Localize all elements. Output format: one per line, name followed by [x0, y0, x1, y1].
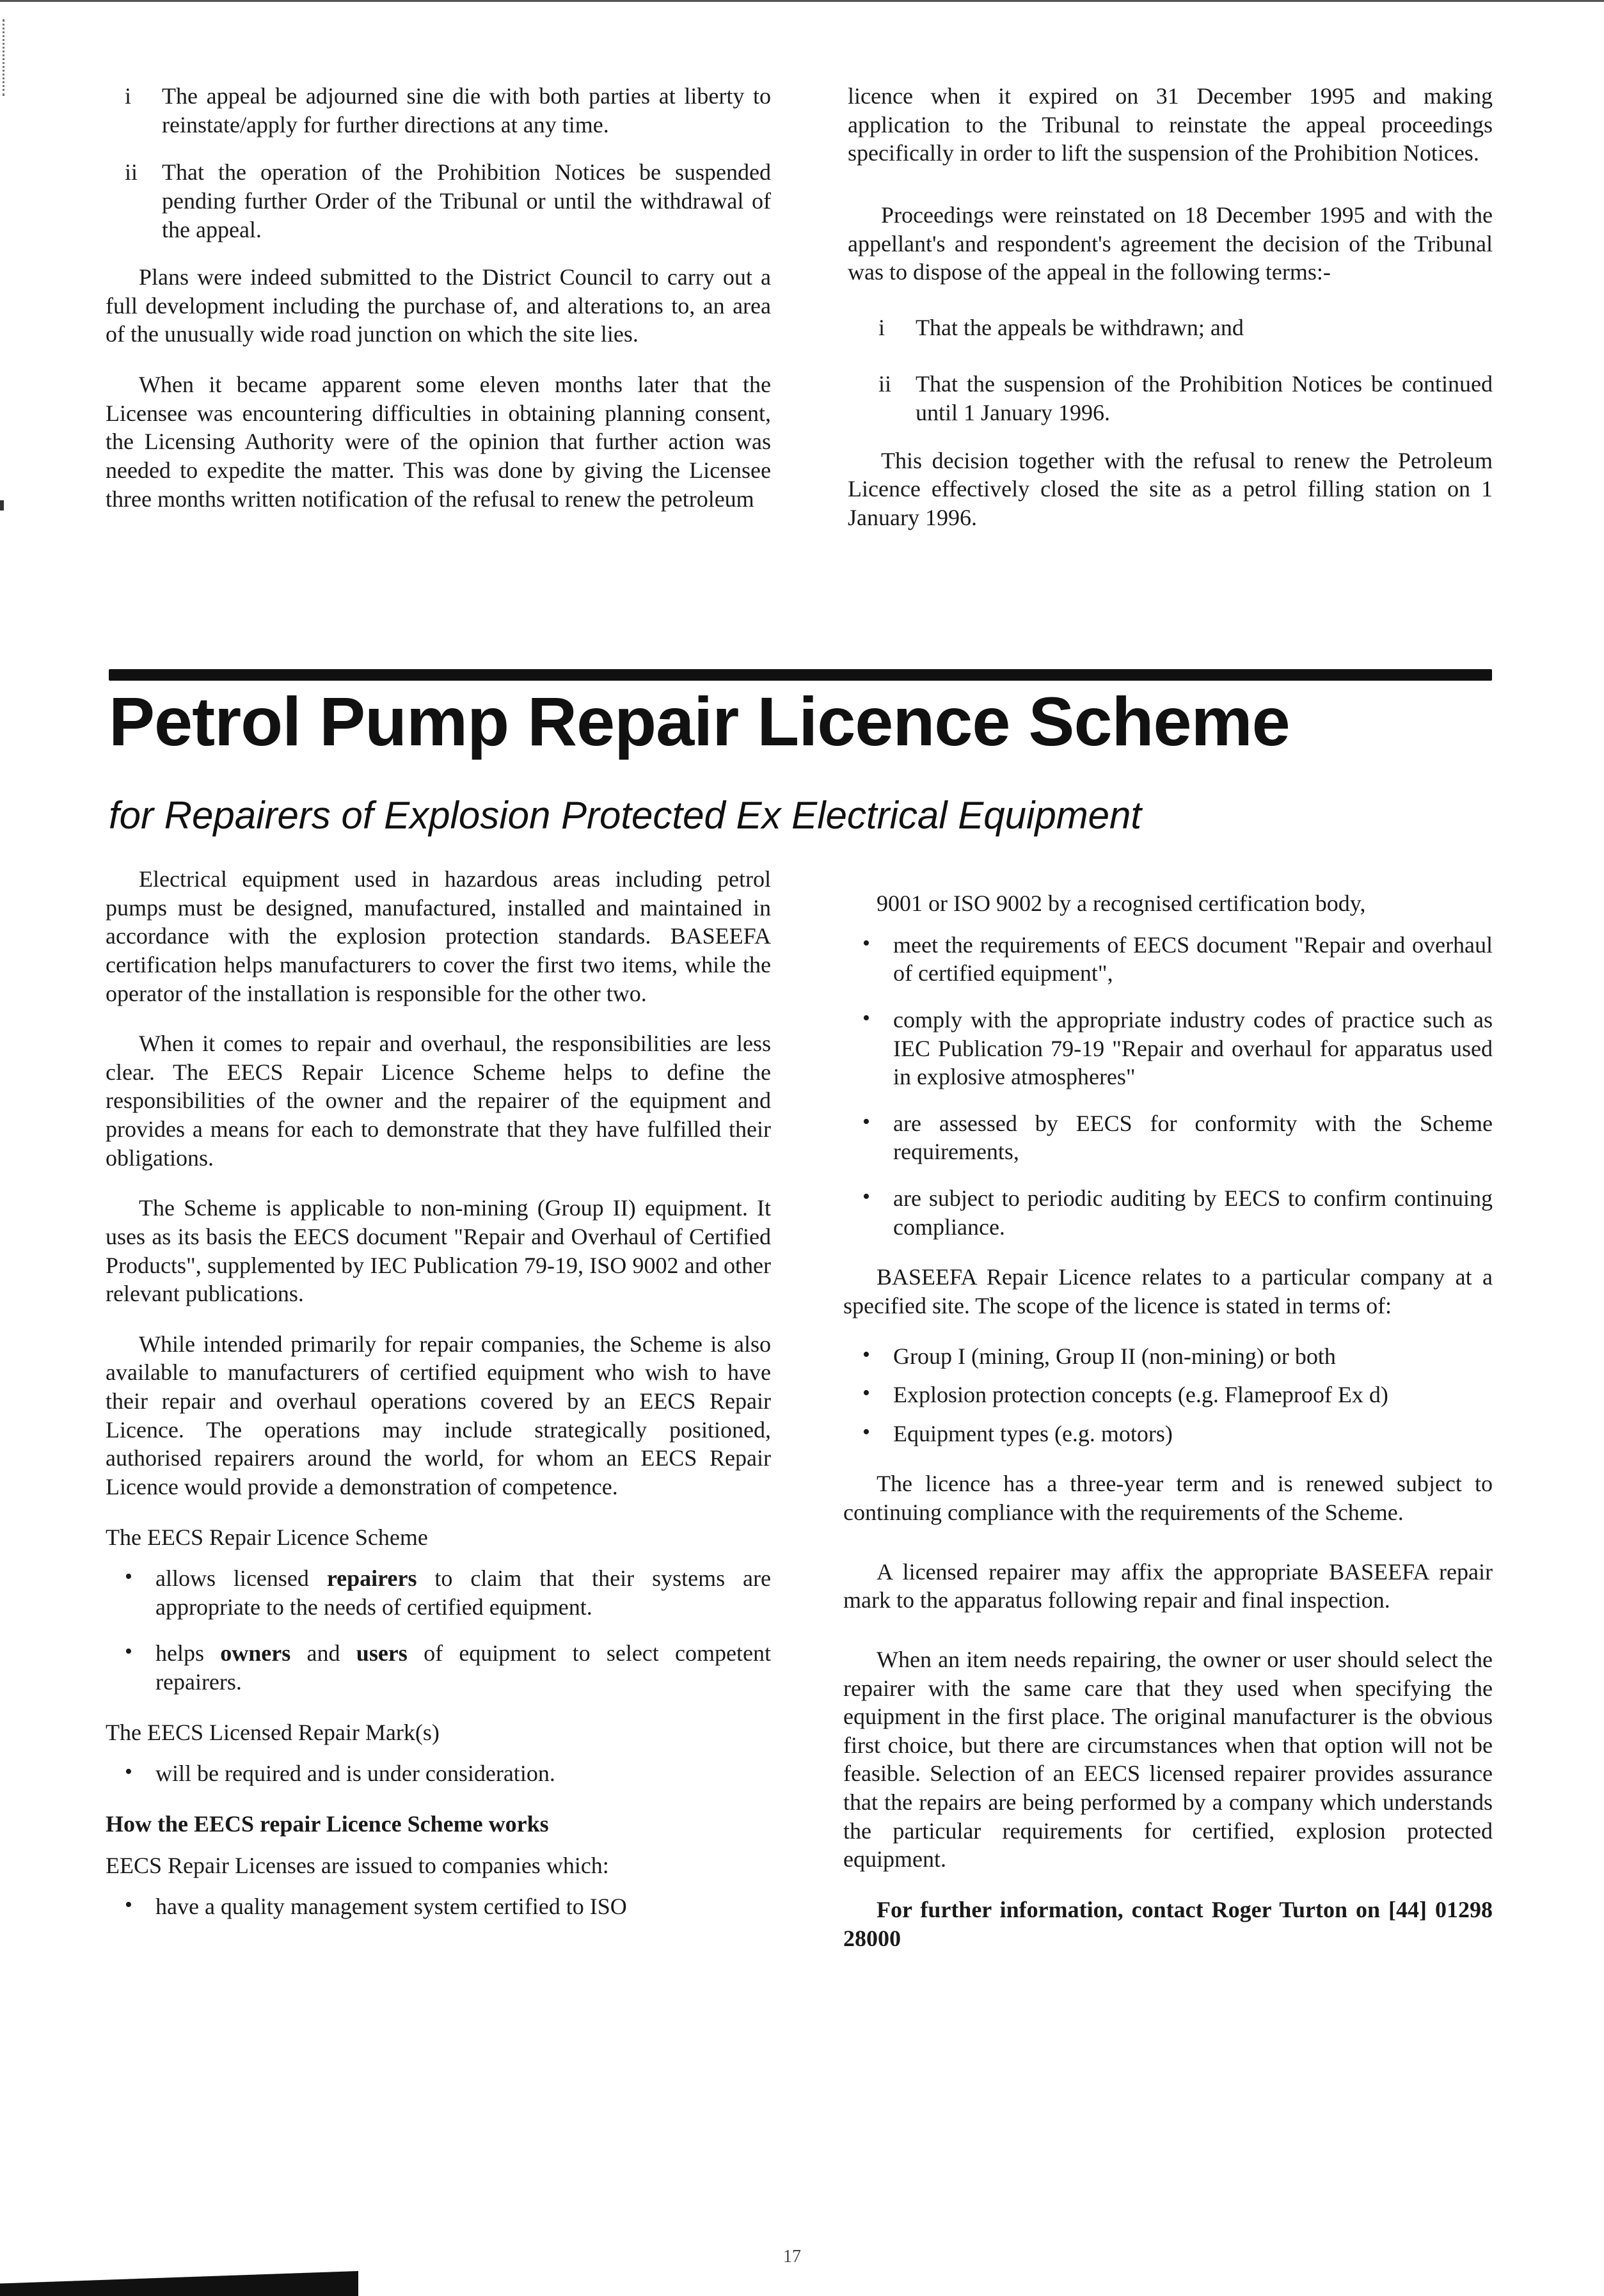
paragraph: Proceedings were reinstated on 18 December 1995 and with the appellant's and respondent's agreement the decision of the Tribunal was to dispose of the appeal in the following terms:-	[848, 202, 1493, 285]
paragraph: The licence has a three-year term and is renewed subject to continuing compliance with the requirements of the Scheme.	[843, 1471, 1493, 1525]
list-item	[125, 82, 771, 139]
list-item	[125, 1759, 771, 1788]
list-item	[862, 1420, 1493, 1448]
list-item	[125, 158, 771, 244]
list-item	[862, 1109, 1493, 1166]
bullet-icon: •	[862, 1420, 870, 1444]
bullet-icon: •	[862, 1381, 870, 1405]
paragraph: The Scheme is applicable to non-mining (Group II) equipment. It uses as its basis the EECS document "Repair and Overhaul of Certified Products", supplemented by IEC Publication 79-19, ISO 9002 and other relevant publications.	[106, 1195, 771, 1307]
bullet-icon: •	[862, 1109, 870, 1134]
list-number: i	[878, 314, 885, 340]
paragraph: When an item needs repairing, the owner or user should select the repairer with the same care that they used when specifying the equipment in the first place. The original manufacturer is the obvious first choice, but there are circumstances when that option will not be feasible. Selection of an EECS licensed repairer provides assurance that the repairs are being performed by a company which understands the particular requirements for certified, explosion protected equipment.	[843, 1646, 1493, 1872]
scheme-bullets	[125, 1564, 771, 1697]
list-text: Equipment types (e.g. motors)	[893, 1420, 1173, 1446]
contact-information: For further information, contact Roger Turton on [44] 01298 28000	[843, 1896, 1493, 1951]
list-item	[862, 1381, 1493, 1409]
bullet-icon: •	[125, 1565, 132, 1589]
list-text: comply with the appropriate industry codes of practice such as IEC Publication 79-19 "Repair and overhaul for apparatus used in explosive atmospheres"	[893, 1006, 1493, 1090]
paragraph: While intended primarily for repair companies, the Scheme is also available to manufacturers of certified equipment who wish to have their repair and overhaul operations covered by an EECS Repair Licence. The operations may include strategically positioned, authorised repairers around the world, for whom an EECS Repair Licence would provide a demonstration of competence.	[106, 1331, 771, 1500]
list-text: That the operation of the Prohibition Notices be suspended pending further Order of the Tribunal or until the withdrawal of the appeal.	[162, 159, 771, 242]
paragraph: BASEEFA Repair Licence relates to a particular company at a specified site. The scope of the licence is stated in terms of:	[843, 1264, 1493, 1318]
list-text: That the appeals be withdrawn; and	[916, 314, 1244, 340]
list-item	[878, 370, 1493, 427]
paragraph: A licensed repairer may affix the appropriate BASEEFA repair mark to the apparatus following repair and final inspection.	[843, 1558, 1493, 1613]
eecs-requirements-bullets	[862, 931, 1493, 1242]
paragraph: Electrical equipment used in hazardous areas including petrol pumps must be designed, manufactured, installed and maintained in accordance with the explosion protection standards. BASEEFA certification helps manufacturers to cover the first two items, while the operator of the installation is responsible for the other two.	[106, 866, 771, 1006]
bullet-icon: •	[862, 1185, 870, 1208]
bullet-icon: •	[862, 1006, 870, 1030]
list-text: meet the requirements of EECS document "Repair and overhaul of certified equipment",	[893, 931, 1493, 986]
bullet-icon: •	[862, 931, 870, 955]
list-text: are assessed by EECS for conformity with the Scheme requirements,	[893, 1110, 1493, 1165]
list-item	[878, 313, 1493, 342]
paragraph: This decision together with the refusal to renew the Petroleum Licence effectively closed the site as a petrol filling station on 1 January 1996.	[848, 447, 1493, 530]
how-it-works-bullets	[125, 1892, 771, 1921]
paragraph: Plans were indeed submitted to the District Council to carry out a full development including the purchase of, and alterations to, an area of the unusually wide road junction on which the site lies.	[106, 264, 771, 347]
list-item	[862, 931, 1493, 988]
list-text: will be required and is under consideration.	[155, 1761, 555, 1787]
bullet-icon: •	[125, 1893, 132, 1917]
list-text: are subject to periodic auditing by EECS to confirm continuing compliance.	[893, 1185, 1493, 1240]
licence-scope-bullets	[862, 1342, 1493, 1448]
list-text: The appeal be adjourned sine die with both parties at liberty to reinstate/apply for further directions at any time.	[162, 83, 771, 138]
list-text: Explosion protection concepts (e.g. Flameproof Ex d)	[893, 1382, 1388, 1408]
scheme-header: The EECS Repair Licence Scheme	[106, 1524, 428, 1550]
list-number: i	[125, 83, 132, 109]
tribunal-terms-list	[878, 313, 1493, 427]
list-text: That the suspension of the Prohibition Notices be continued until 1 January 1996.	[916, 371, 1493, 425]
article-right-column	[843, 889, 1493, 1974]
top-left-column	[106, 82, 771, 535]
top-right-column	[848, 82, 1493, 554]
list-item	[125, 1892, 771, 1921]
bullet-icon: •	[125, 1760, 132, 1784]
list-text: allows licensed repairers to claim that their systems are appropriate to the needs of certified equipment.	[155, 1565, 771, 1620]
article-title: Petrol Pump Repair Licence Scheme	[109, 683, 1290, 760]
how-it-works-intro: EECS Repair Licenses are issued to companies which:	[106, 1852, 609, 1878]
how-it-works-header: How the EECS repair Licence Scheme works	[106, 1810, 549, 1837]
paragraph: licence when it expired on 31 December 1995 and making application to the Tribunal to reinstate the appeal proceedings specifically in order to lift the suspension of the Prohibition Notices.	[848, 83, 1493, 166]
list-number: ii	[878, 371, 892, 397]
list-item	[862, 1342, 1493, 1371]
paragraph: When it comes to repair and overhaul, the responsibilities are less clear. The EECS Repair Licence Scheme helps to define the responsibilities of the owner and the repairer of the equipment and provides a means for each to demonstrate that they have fulfilled their obligations.	[106, 1031, 771, 1171]
list-item	[125, 1639, 771, 1696]
scan-edge-marks	[3, 19, 6, 96]
bullet-icon: •	[862, 1342, 870, 1366]
appeal-terms-list	[125, 82, 771, 244]
list-item	[125, 1564, 771, 1621]
list-item	[862, 1006, 1493, 1091]
list-number: ii	[125, 159, 138, 186]
bottom-scan-artifact	[0, 2270, 358, 2296]
page-number: 17	[783, 2247, 801, 2267]
paragraph: When it became apparent some eleven months later that the Licensee was encountering difficulties in obtaining planning consent, the Licensing Authority were of the opinion that further action was needed to expedite the matter. This was done by giving the Licensee three months written notification of the refusal to renew the petroleum	[106, 372, 771, 512]
bullet-icon: •	[125, 1640, 132, 1664]
repair-mark-bullets	[125, 1759, 771, 1788]
top-scan-border	[0, 0, 1604, 2]
article-left-column	[106, 865, 771, 1943]
article-subtitle: for Repairers of Explosion Protected Ex Electrical Equipment	[109, 794, 1142, 837]
paragraph: 9001 or ISO 9002 by a recognised certification body,	[877, 891, 1366, 916]
list-item	[862, 1184, 1493, 1241]
margin-mark	[0, 500, 4, 511]
list-text: helps owners and users of equipment to select competent repairers.	[155, 1640, 771, 1695]
list-text: have a quality management system certified to ISO	[155, 1894, 627, 1920]
repair-mark-header: The EECS Licensed Repair Mark(s)	[106, 1719, 440, 1745]
section-divider	[109, 669, 1492, 681]
list-text: Group I (mining, Group II (non-mining) or both	[893, 1343, 1336, 1369]
